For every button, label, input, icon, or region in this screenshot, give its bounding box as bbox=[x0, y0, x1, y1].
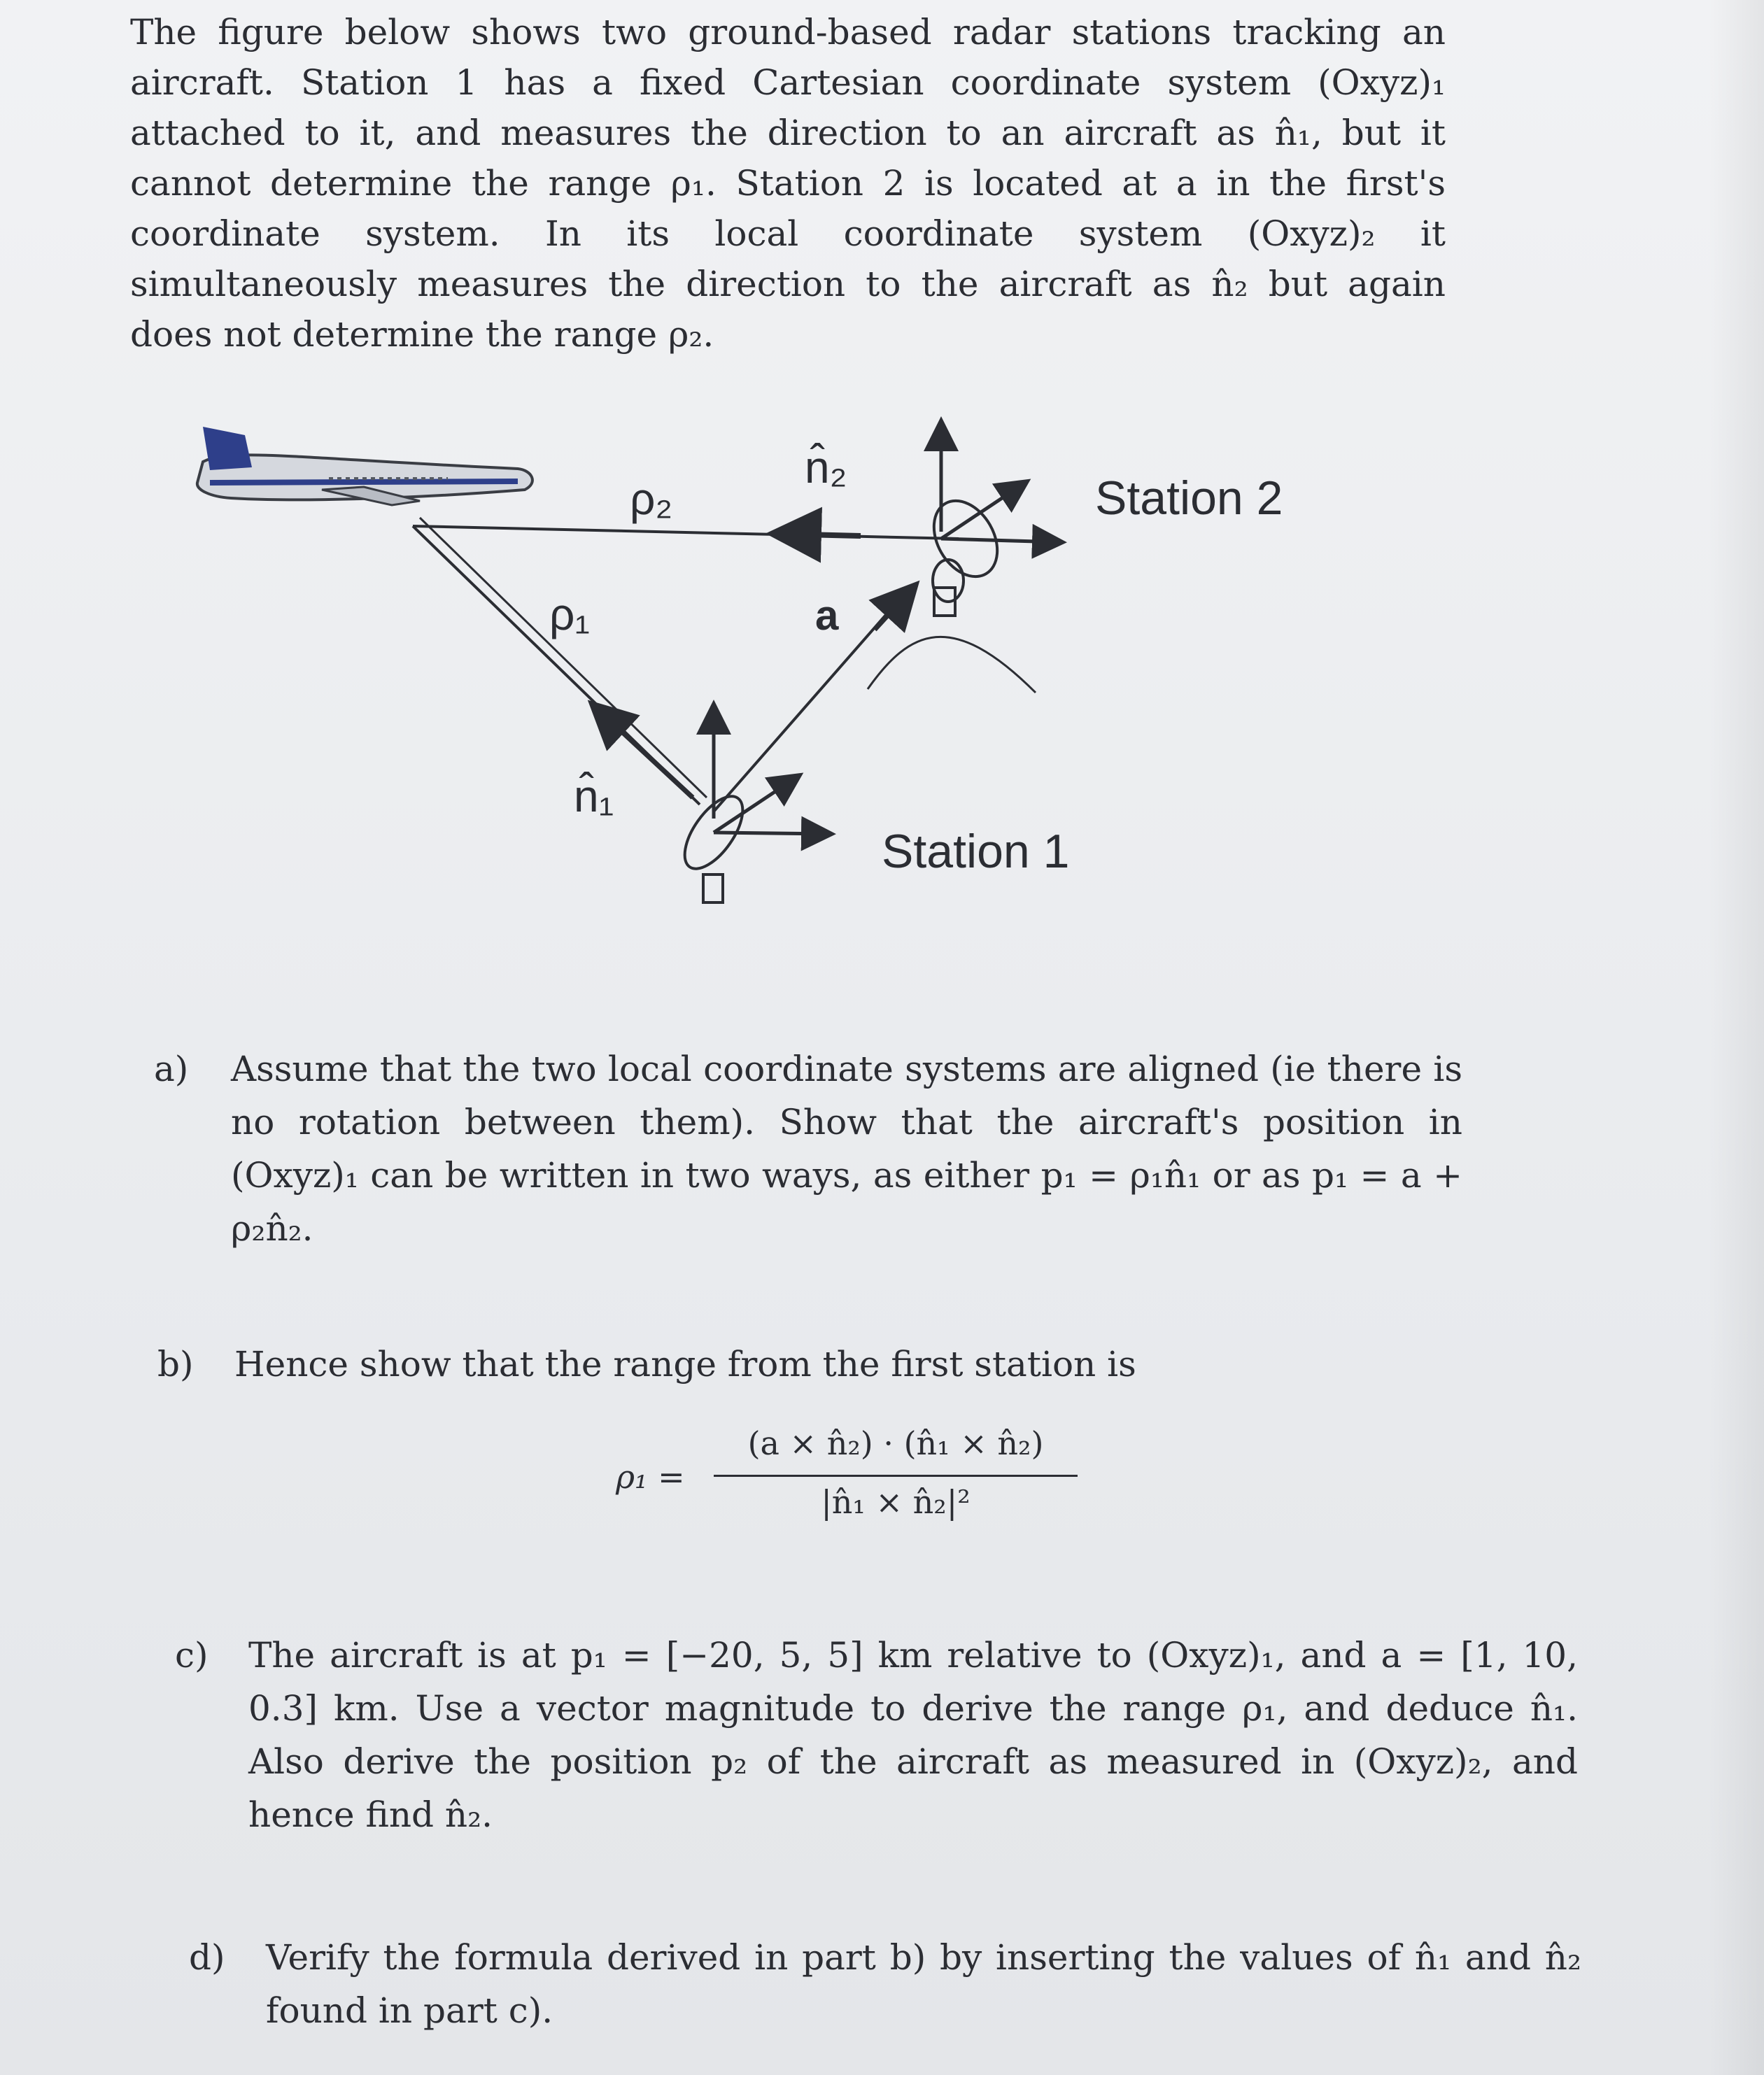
intro-paragraph: The figure below shows two ground-based radar stations tracking an aircraft. Station 1 has a fixed Cartesian coordinate system (Oxyz)₁ attached to it, and measures the direction to an aircraft as n̂₁, but it cannot determine the range ρ₁. Station 2 is located at a in the first's coordinate system. In its local coordinate system (Oxyz)₂ it simultaneously measures the direction to the aircraft as n̂₂ but again does not determine the range ρ₂. bbox=[130, 12, 1446, 355]
formula-numerator: (a × n̂₂) · (n̂₁ × n̂₂) bbox=[747, 1424, 1044, 1462]
station2-x-axis bbox=[941, 539, 1060, 542]
station1-y-axis bbox=[714, 777, 798, 833]
label-rho1: ρ₁ bbox=[549, 589, 590, 639]
label-station2: Station 2 bbox=[1095, 472, 1283, 525]
label-rho2: ρ₂ bbox=[630, 474, 673, 524]
rho2-line bbox=[413, 526, 959, 539]
question-d-text: Verify the formula derived in part b) by inserting the values of n̂₁ and n̂₂ found in part c). bbox=[266, 1937, 1581, 2031]
question-a-label: a) bbox=[154, 1049, 189, 1089]
station2-y-axis bbox=[941, 483, 1025, 539]
label-station1: Station 1 bbox=[882, 825, 1070, 878]
label-n2: n̂₂ bbox=[805, 442, 847, 493]
question-a-text: Assume that the two local coordinate systems are aligned (ie there is no rotation between them). Show that the aircraft's position in (Oxyz)₁ can be written in two ways, as either p₁ = ρ₁n̂₁ or as p₁ = a + ρ₂n̂₂. bbox=[231, 1049, 1462, 1249]
label-n1: n̂₁ bbox=[574, 771, 614, 821]
fraction-bar bbox=[714, 1475, 1078, 1477]
page-shadow bbox=[1708, 0, 1764, 2075]
question-b-label: b) bbox=[157, 1344, 194, 1384]
question-c-label: c) bbox=[175, 1635, 209, 1676]
range-formula bbox=[616, 1424, 1120, 1536]
question-d-label: d) bbox=[189, 1937, 225, 1978]
label-a: a bbox=[815, 592, 839, 639]
rho2-arrow bbox=[777, 534, 861, 536]
radar-figure bbox=[0, 392, 1764, 951]
station1-x-axis bbox=[714, 833, 829, 834]
rho1-line-2 bbox=[420, 518, 707, 798]
formula-denominator: |n̂₁ × n̂₂|² bbox=[821, 1483, 971, 1521]
a-arrow bbox=[875, 588, 913, 630]
aircraft-icon bbox=[197, 427, 532, 505]
station2-dish-icon bbox=[868, 490, 1036, 693]
question-b-text: Hence show that the range from the first station is bbox=[234, 1344, 1136, 1384]
question-c-text: The aircraft is at p₁ = [−20, 5, 5] km relative to (Oxyz)₁, and a = [1, 10, 0.3] km. Use a vector magnitude to derive the range ρ₁, and deduce n̂₁. Also derive the position p₂ of the aircraft as measured in (Oxyz)₂, and hence find n̂₂. bbox=[248, 1635, 1578, 1835]
formula-lhs: ρ₁ = bbox=[616, 1458, 685, 1496]
